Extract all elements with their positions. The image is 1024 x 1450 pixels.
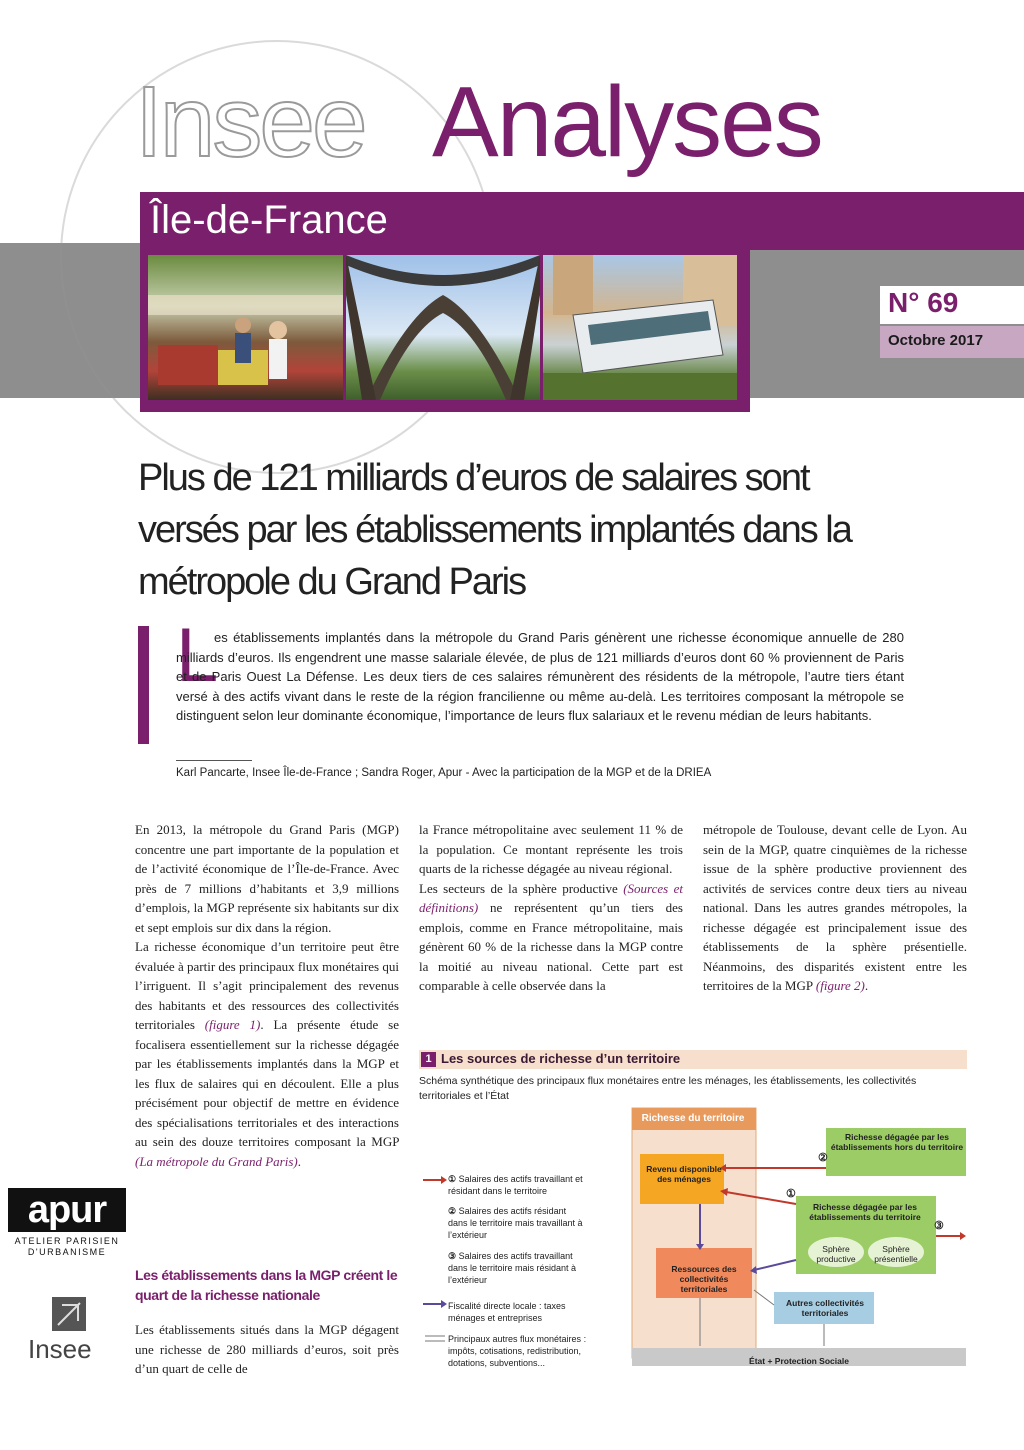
diagram-flow-number: ③ (934, 1220, 944, 1232)
legend-item: Fiscalité directe locale : taxes ménages et entreprises (448, 1301, 566, 1323)
metropole-reference[interactable]: (La métropole du Grand Paris) (135, 1153, 298, 1169)
page-title: Plus de 121 milliards d’euros de salaires sont versés par les établissements implantés dans la métropole du Grand Paris (138, 457, 851, 603)
author-divider (176, 760, 252, 761)
photo-eiffel-tower (346, 255, 540, 400)
figure-subtitle: Schéma synthétique des principaux flux monétaires entre les ménages, les établissements, les collectivités territoriales et l’État (419, 1075, 917, 1102)
body-column-3 (703, 820, 967, 996)
diagram-node-etat: État + Protection Sociale (749, 1356, 849, 1366)
intro-accent-bar (138, 626, 149, 744)
authors-line: Karl Pancarte, Insee Île-de-France ; Sandra Roger, Apur - Avec la participation de la MGP et de la DRIEA (176, 767, 712, 779)
region-label: Île-de-France (150, 198, 388, 242)
diagram-title: Richesse du territoire (641, 1113, 745, 1124)
body-paragraph: métropole de Toulouse, devant celle de Lyon. Au sein de la MGP, quatre cinquièmes de la richesse issue de la sphère productive proviennent des activités de services contre deux tiers au niveau national. Dans les autres grandes métropoles, la richesse dégagée est principalement issue des établissements de la sphère présentielle. Néanmoins, des disparités existent entre les territoires de la MGP (figure 2). (703, 822, 967, 993)
diagram-node-sphere-presentielle: Sphère présentielle (874, 1244, 918, 1264)
figure-number-badge: 1 (421, 1052, 436, 1067)
legend-item: Principaux autres flux monétaires : impôts, cotisations, redistribution, dotations, subventions... (448, 1334, 587, 1368)
diagram-node-sphere-productive: Sphère productive (816, 1244, 856, 1264)
insee-logo: Insee (28, 1334, 92, 1364)
issue-date: Octobre 2017 (888, 332, 984, 349)
apur-logo-subtitle: D'URBANISME (27, 1247, 107, 1257)
body-column-2 (419, 820, 683, 996)
diagram-node-revenu: Revenu disponible des ménages (646, 1164, 722, 1184)
insee-logo-icon (52, 1297, 86, 1331)
legend-item: ③ Salaires des actifs travaillant dans le territoire mais résidant à l’extérieur (448, 1251, 577, 1285)
diagram-node-ressources: Ressources des collectivités territoriales (671, 1264, 737, 1294)
legend-item: ② Salaires des actifs résidant dans le territoire mais travaillant à l’extérieur (448, 1206, 583, 1240)
issue-number: N° 69 (888, 287, 959, 318)
legend-item: ① Salaires des actifs travaillant et résidant dans le territoire (448, 1174, 583, 1196)
apur-logo-subtitle: ATELIER PARISIEN (14, 1236, 120, 1246)
sources-definitions-reference[interactable]: (Sources et définitions) (419, 880, 684, 915)
figure-1-reference[interactable]: (figure 1) (204, 1017, 261, 1032)
photo-tramway (543, 255, 737, 400)
body-column-1 (135, 820, 399, 1171)
diagram-node-hors-territoire: Richesse dégagée par les établissements hors du territoire (830, 1132, 964, 1152)
logo-analyses-word: Analyses (432, 66, 822, 178)
body-paragraph: la France métropolitaine avec seulement 11 % de la population. Ce montant représente les trois quarts de la richesse dégagée au niveau régional. (419, 822, 683, 876)
photo-market (148, 255, 343, 400)
diagram-node-etablissements: Richesse dégagée par les établissements du territoire (809, 1202, 921, 1222)
diagram-flow-number: ② (818, 1152, 828, 1164)
body-paragraph: Les établissements situés dans la MGP dégagent une richesse de 280 milliards d’euros, soit près d’un quart de celle de (135, 1322, 399, 1376)
intro-paragraph: es établissements implantés dans la métropole du Grand Paris génèrent une richesse économique annuelle de 280 milliards d’euros. Ils engendrent une masse salariale élevée, de plus de 121 milliards d’euros dont 60 % proviennent de Paris et de Paris Ouest La Défense. Les deux tiers de ces salaires rémunèrent des résidents de la métropole, l’autre tiers étant versé à des actifs vivant dans le reste de la région francilienne ou même au-delà. Les territoires composant la métropole se distinguent selon leur dominante économique, l’importance de leurs flux salariaux et le revenu médian de leurs habitants. (176, 630, 904, 723)
apur-logo: apur (8, 1188, 126, 1232)
section-heading: Les établissements dans la MGP créent le quart de la richesse nationale (135, 1267, 398, 1303)
figure-title: Les sources de richesse d’un territoire (441, 1051, 681, 1066)
legend-arrows (419, 1170, 449, 1370)
intro-drop-cap: L (176, 613, 219, 698)
figure-2-reference[interactable]: (figure 2) (815, 978, 865, 993)
body-paragraph: Les secteurs de la sphère productive (Sources et définitions) ne représentent qu’un tiers des emplois, comme en France métropolitaine, mais génèrent 60 % de la richesse dans la MGP contre la moitié au niveau national. Cette part est comparable à celle observée dans la (419, 880, 684, 993)
diagram-node-autres-collectivites: Autres collectivités territoriales (786, 1298, 864, 1318)
diagram-flow-number: ① (786, 1188, 796, 1200)
body-paragraph: En 2013, la métropole du Grand Paris (MGP) concentre une part importante de la population et de l’activité économique de l’Île-de-France. Avec près de 7 millions d’habitants et 3,9 millions d’emplois, la MGP représente six habitants sur dix et sept emplois sur dix dans la région. (135, 822, 399, 935)
logo-insee-word: Insee (135, 66, 365, 178)
body-paragraph: La richesse économique d’un territoire peut être évaluée à partir des principaux flux monétaires qui l’irriguent. Il s’agit principalement des revenus des habitants et des ressources des collectivités territoriales (figure 1). La présente étude se focalisera essentiellement sur la richesse dégagée par les établissements implantés dans la MGP et les flux de salaires qui en découlent. Elle a plus précisément pour objectif de mettre en évidence des spécialisations territoriales et des interactions au sein des douze territoires composant la MGP (La métropole du Grand Paris). (135, 939, 399, 1169)
